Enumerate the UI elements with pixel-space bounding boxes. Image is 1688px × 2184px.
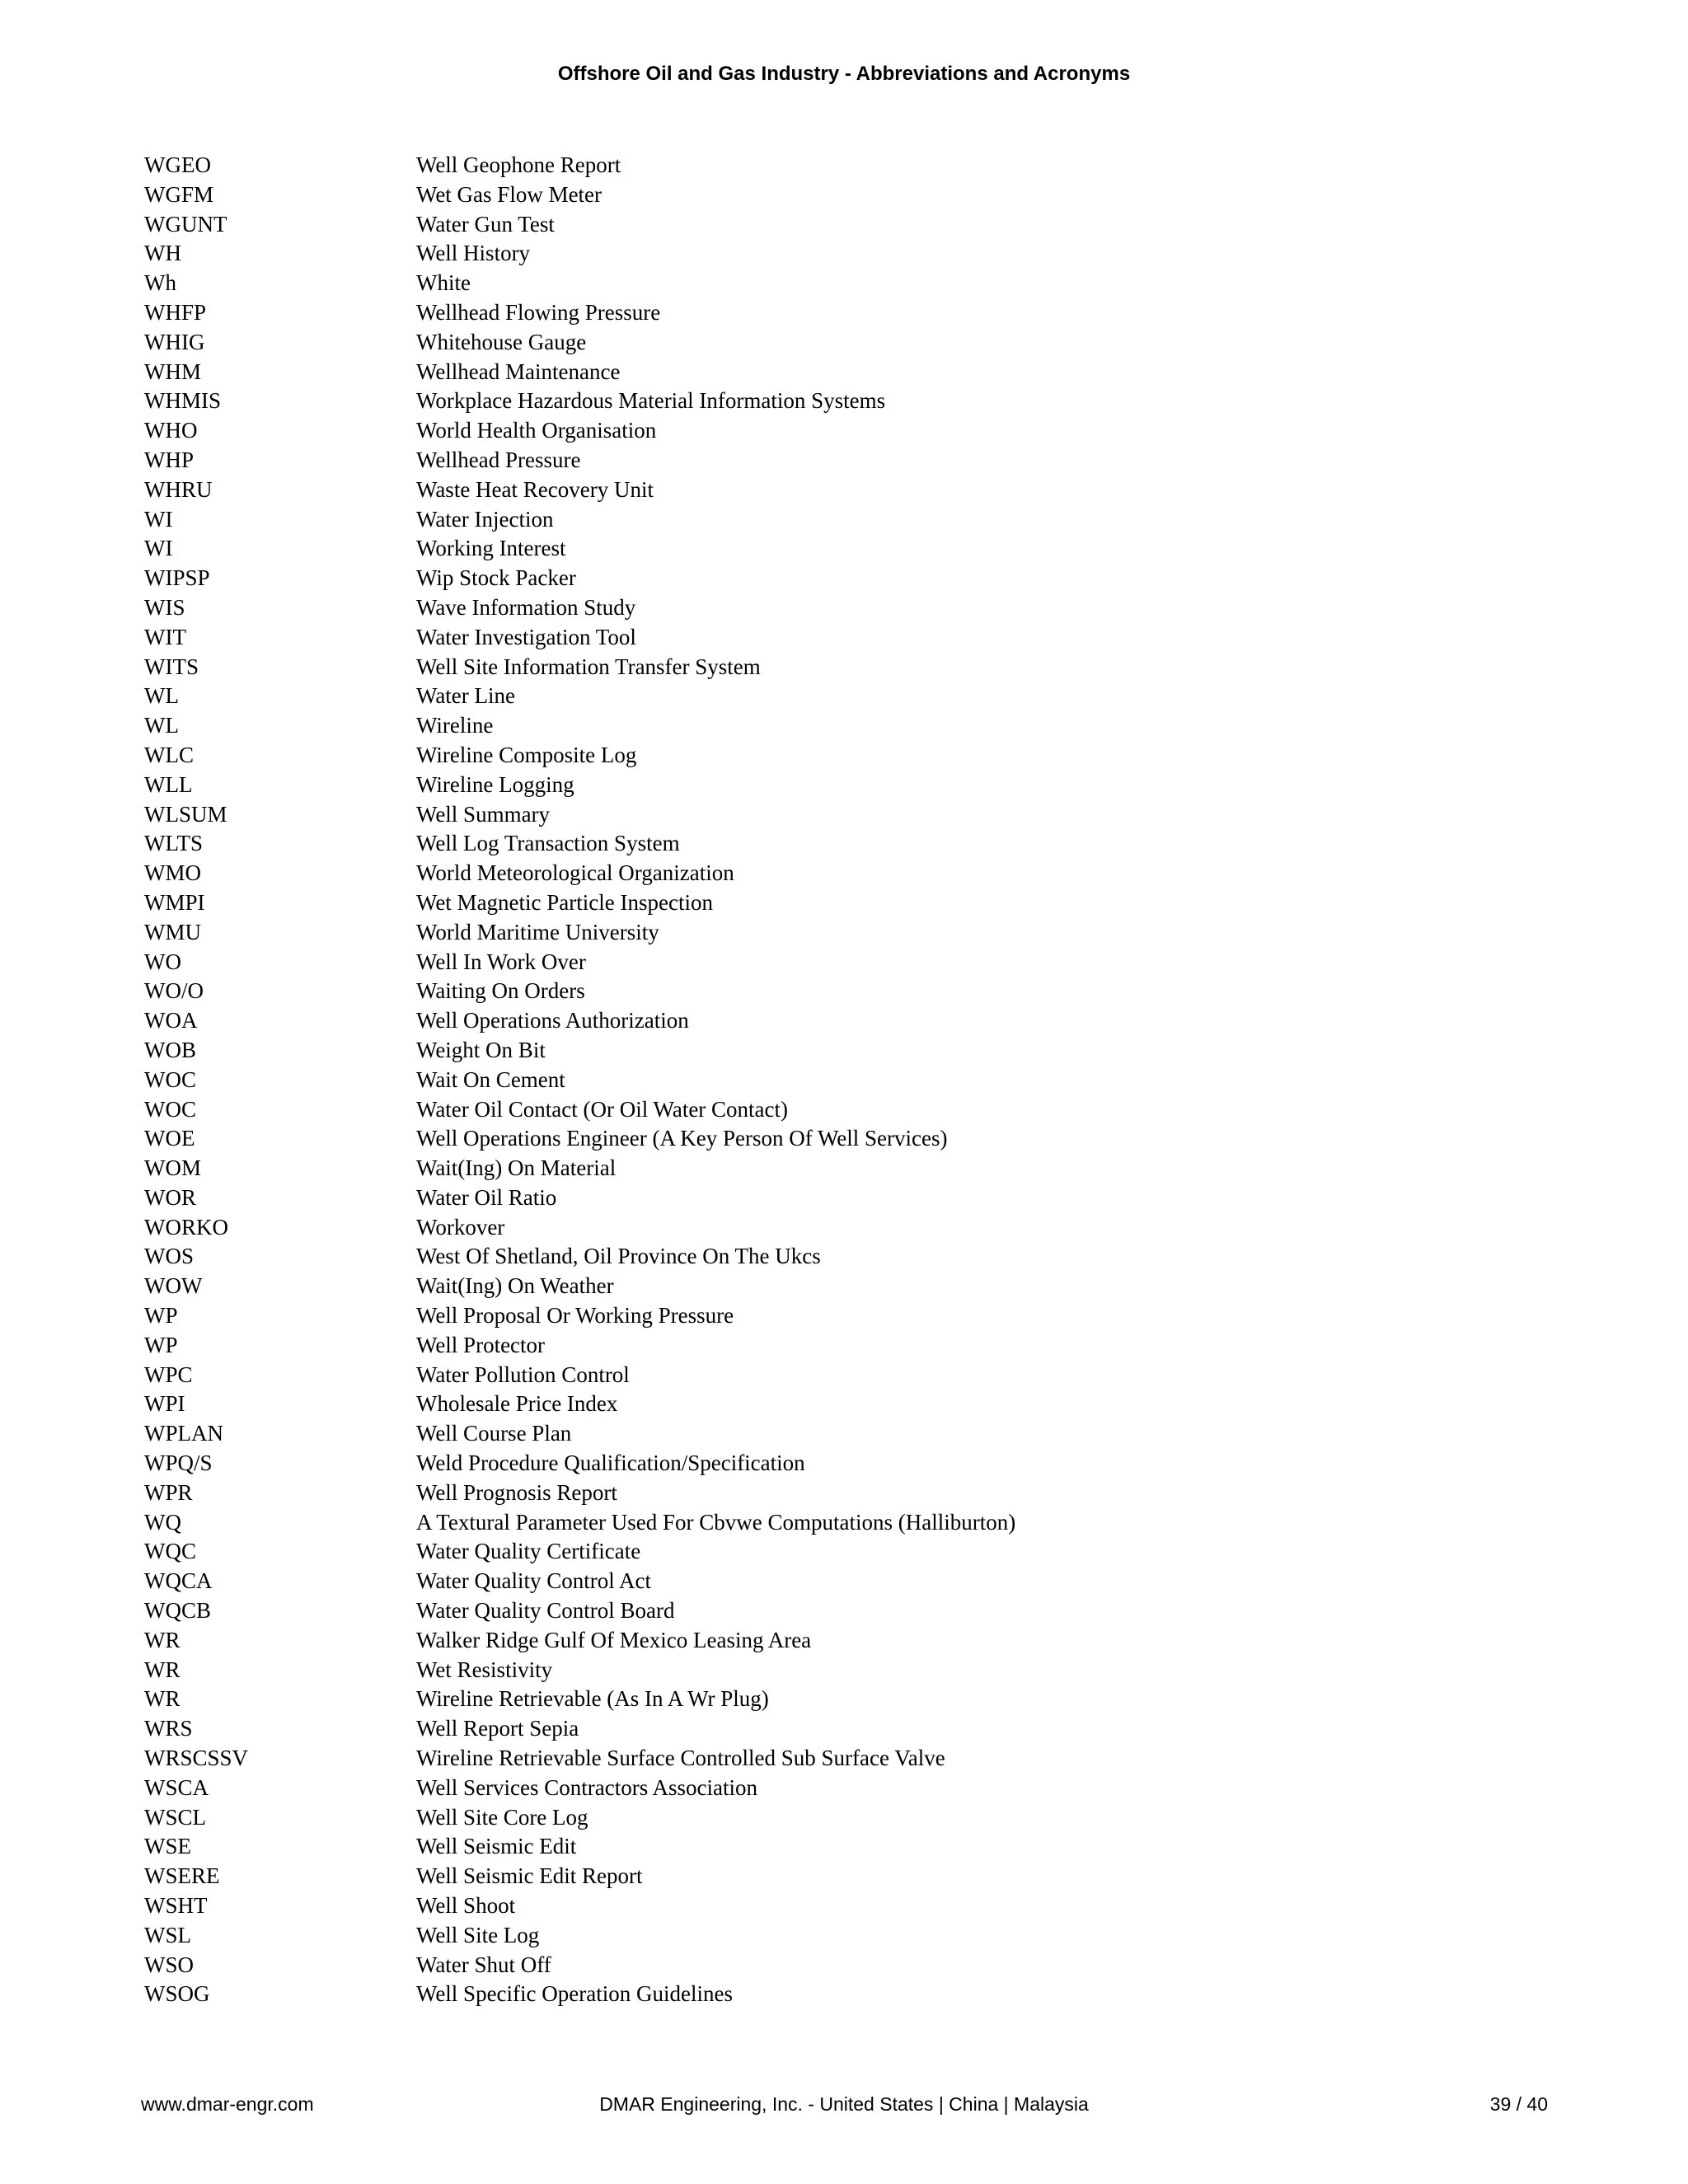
list-item (144, 1832, 1545, 1862)
list-item (144, 416, 1545, 446)
definition: Weight On Bit (416, 1037, 546, 1062)
list-item (144, 387, 1545, 416)
definition: Wholesale Price Index (416, 1391, 618, 1417)
abbreviation: WOR (144, 1184, 196, 1210)
list-item (144, 269, 1545, 298)
abbreviation: WSO (144, 1952, 194, 1977)
list-item (144, 1508, 1545, 1538)
list-item (144, 800, 1545, 830)
abbreviation: WRSCSSV (144, 1746, 249, 1771)
list-item (144, 1213, 1545, 1243)
abbreviation: WHIG (144, 329, 205, 354)
abbreviation: WPR (144, 1479, 193, 1505)
abbreviation: WOM (144, 1155, 201, 1181)
list-item (144, 1537, 1545, 1567)
definition: Water Investigation Tool (416, 624, 636, 649)
abbreviation: WGUNT (144, 211, 227, 237)
list-item (144, 358, 1545, 387)
abbreviation: WPLAN (144, 1421, 223, 1446)
definition: Water Oil Contact (Or Oil Water Contact) (416, 1096, 789, 1122)
definition: Well Geophone Report (416, 152, 621, 177)
list-item (144, 593, 1545, 623)
list-item (144, 1980, 1545, 2009)
list-item (144, 151, 1545, 180)
definition: Wait(Ing) On Weather (416, 1273, 614, 1299)
definition: Well In Work Over (416, 949, 586, 974)
definition: Water Oil Ratio (416, 1184, 557, 1210)
list-item (144, 1301, 1545, 1331)
list-item (144, 298, 1545, 328)
list-item (144, 210, 1545, 240)
list-item (144, 859, 1545, 888)
abbreviation: WIT (144, 624, 186, 649)
definition: Water Quality Certificate (416, 1539, 641, 1564)
definition: Wet Gas Flow Meter (416, 181, 603, 207)
abbreviation: WSL (144, 1922, 191, 1947)
definition: World Maritime University (416, 919, 659, 944)
page-title: Offshore Oil and Gas Industry - Abbreviations and Acronyms (557, 63, 1131, 85)
abbreviation: WPC (144, 1361, 193, 1387)
definition: Wellhead Flowing Pressure (416, 299, 661, 325)
abbreviation: WI (144, 506, 173, 532)
definition: Wave Information Study (416, 594, 636, 620)
list-item (144, 1390, 1545, 1419)
definition: Walker Ridge Gulf Of Mexico Leasing Area (416, 1627, 812, 1652)
definition: Wireline (416, 713, 494, 738)
abbreviation: WHMIS (144, 388, 221, 414)
abbreviation: WQC (144, 1539, 196, 1564)
list-item (144, 1862, 1545, 1891)
definition: Wet Resistivity (416, 1657, 553, 1682)
list-item (144, 771, 1545, 800)
abbreviation-list (144, 151, 1545, 2009)
list-item (144, 1656, 1545, 1685)
abbreviation: WQCA (144, 1568, 213, 1594)
abbreviation: WGEO (144, 152, 211, 177)
list-item (144, 1154, 1545, 1183)
definition: White (416, 270, 471, 296)
definition: Water Line (416, 683, 516, 709)
list-item (144, 1803, 1545, 1833)
abbreviation: WRS (144, 1716, 193, 1741)
definition: Water Quality Control Board (416, 1598, 675, 1624)
list-item (144, 1744, 1545, 1774)
definition: Well Site Core Log (416, 1804, 588, 1830)
abbreviation: WOC (144, 1066, 196, 1092)
list-item (144, 682, 1545, 711)
abbreviation: WORKO (144, 1214, 228, 1240)
definition: Well Seismic Edit (416, 1834, 577, 1859)
definition: World Health Organisation (416, 418, 657, 443)
footer-website: www.dmar-engr.com (141, 2093, 314, 2115)
abbreviation: WR (144, 1627, 181, 1652)
definition: Well Proposal Or Working Pressure (416, 1303, 734, 1329)
abbreviation: WR (144, 1657, 181, 1682)
definition: Wireline Logging (416, 771, 574, 797)
list-item (144, 239, 1545, 269)
list-item (144, 1124, 1545, 1154)
definition: Water Injection (416, 506, 554, 532)
abbreviation: WP (144, 1332, 178, 1357)
definition: World Meteorological Organization (416, 860, 734, 886)
abbreviation: WMO (144, 860, 201, 886)
abbreviation: WPI (144, 1391, 185, 1417)
list-item (144, 711, 1545, 741)
list-item (144, 1596, 1545, 1626)
definition: Well Protector (416, 1332, 546, 1357)
definition: West Of Shetland, Oil Province On The Ukcs (416, 1244, 821, 1269)
definition: Well Specific Operation Guidelines (416, 1981, 733, 2007)
abbreviation: WOE (144, 1126, 195, 1151)
definition: Well Shoot (416, 1893, 516, 1919)
list-item (144, 1419, 1545, 1449)
abbreviation: WL (144, 683, 179, 709)
definition: Water Shut Off (416, 1952, 551, 1977)
abbreviation: WLSUM (144, 801, 227, 827)
definition: Waiting On Orders (416, 978, 585, 1004)
abbreviation: WIPSP (144, 565, 210, 591)
definition: Wireline Retrievable Surface Controlled Sub Surface Valve (416, 1746, 945, 1771)
list-item (144, 1183, 1545, 1213)
abbreviation: WQCB (144, 1598, 211, 1624)
list-item (144, 948, 1545, 977)
list-item (144, 1449, 1545, 1479)
definition: Well Operations Engineer (A Key Person Of Well Services) (416, 1126, 948, 1151)
definition: Well Prognosis Report (416, 1479, 617, 1505)
list-item (144, 623, 1545, 653)
abbreviation: WR (144, 1686, 181, 1712)
abbreviation: Wh (144, 270, 176, 296)
list-item (144, 1066, 1545, 1095)
abbreviation: WOA (144, 1008, 198, 1033)
list-item (144, 1567, 1545, 1596)
abbreviation: WSERE (144, 1863, 220, 1889)
abbreviation: WLTS (144, 831, 204, 856)
list-item (144, 653, 1545, 682)
list-item (144, 564, 1545, 593)
abbreviation: WSCL (144, 1804, 207, 1830)
abbreviation: WO/O (144, 978, 204, 1004)
definition: Wait(Ing) On Material (416, 1155, 617, 1181)
definition: Water Quality Control Act (416, 1568, 652, 1594)
definition: Well Log Transaction System (416, 831, 680, 856)
list-item (144, 918, 1545, 948)
abbreviation: WOW (144, 1273, 203, 1299)
list-item (144, 1479, 1545, 1508)
list-item (144, 829, 1545, 859)
definition: Well Report Sepia (416, 1716, 579, 1741)
list-item (144, 1331, 1545, 1361)
list-item (144, 180, 1545, 210)
abbreviation: WSE (144, 1834, 191, 1859)
footer-page-number: 39 / 40 (1489, 2093, 1548, 2115)
abbreviation: WSHT (144, 1893, 208, 1919)
definition: A Textural Parameter Used For Cbvwe Computations (Halliburton) (416, 1509, 1016, 1535)
abbreviation: WI (144, 536, 173, 561)
abbreviation: WO (144, 949, 181, 974)
abbreviation: WIS (144, 594, 185, 620)
definition: Wellhead Maintenance (416, 359, 621, 384)
list-item (144, 1685, 1545, 1714)
abbreviation: WGFM (144, 181, 214, 207)
abbreviation: WSOG (144, 1981, 210, 2007)
abbreviation: WHM (144, 359, 201, 384)
definition: Well Services Contractors Association (416, 1774, 757, 1800)
definition: Wireline Composite Log (416, 742, 637, 767)
definition: Well Summary (416, 801, 551, 827)
abbreviation: WHP (144, 447, 194, 472)
list-item (144, 1626, 1545, 1656)
definition: Well Site Log (416, 1922, 540, 1947)
list-item (144, 888, 1545, 918)
list-item (144, 1006, 1545, 1036)
list-item (144, 1714, 1545, 1744)
list-item (144, 1891, 1545, 1921)
list-item (144, 977, 1545, 1006)
abbreviation: WP (144, 1303, 178, 1329)
footer-company: DMAR Engineering, Inc. - United States | China | Malaysia (599, 2093, 1089, 2115)
definition: Well Course Plan (416, 1421, 572, 1446)
abbreviation: WITS (144, 654, 199, 679)
list-item (144, 1272, 1545, 1301)
definition: Whitehouse Gauge (416, 329, 587, 354)
abbreviation: WOB (144, 1037, 196, 1062)
definition: Water Pollution Control (416, 1361, 630, 1387)
definition: Waste Heat Recovery Unit (416, 476, 654, 502)
list-item (144, 1095, 1545, 1125)
list-item (144, 1242, 1545, 1272)
abbreviation: WHFP (144, 299, 207, 325)
definition: Wip Stock Packer (416, 565, 576, 591)
definition: Weld Procedure Qualification/Specification (416, 1451, 805, 1476)
abbreviation: WLL (144, 771, 193, 797)
abbreviation: WOS (144, 1244, 194, 1269)
list-item (144, 328, 1545, 358)
definition: Workplace Hazardous Material Information Systems (416, 388, 886, 414)
definition: Wet Magnetic Particle Inspection (416, 889, 713, 915)
definition: Well Seismic Edit Report (416, 1863, 643, 1889)
definition: Wireline Retrievable (As In A Wr Plug) (416, 1686, 769, 1712)
list-item (144, 1361, 1545, 1390)
abbreviation: WMPI (144, 889, 205, 915)
abbreviation: WSCA (144, 1774, 209, 1800)
definition: Wait On Cement (416, 1066, 565, 1092)
definition: Well Site Information Transfer System (416, 654, 761, 679)
list-item (144, 505, 1545, 535)
list-item (144, 476, 1545, 505)
definition: Well Operations Authorization (416, 1008, 689, 1033)
list-item (144, 534, 1545, 564)
definition: Working Interest (416, 536, 566, 561)
list-item (144, 446, 1545, 476)
definition: Workover (416, 1214, 505, 1240)
abbreviation: WMU (144, 919, 201, 944)
abbreviation: WOC (144, 1096, 196, 1122)
abbreviation: WH (144, 241, 181, 266)
list-item (144, 1951, 1545, 1980)
list-item (144, 1921, 1545, 1951)
definition: Water Gun Test (416, 211, 555, 237)
list-item (144, 1036, 1545, 1066)
abbreviation: WHO (144, 418, 198, 443)
abbreviation: WL (144, 713, 179, 738)
definition: Well History (416, 241, 531, 266)
abbreviation: WHRU (144, 476, 213, 502)
definition: Wellhead Pressure (416, 447, 581, 472)
list-item (144, 1774, 1545, 1803)
list-item (144, 741, 1545, 771)
abbreviation: WLC (144, 742, 194, 767)
abbreviation: WQ (144, 1509, 181, 1535)
abbreviation: WPQ/S (144, 1451, 213, 1476)
